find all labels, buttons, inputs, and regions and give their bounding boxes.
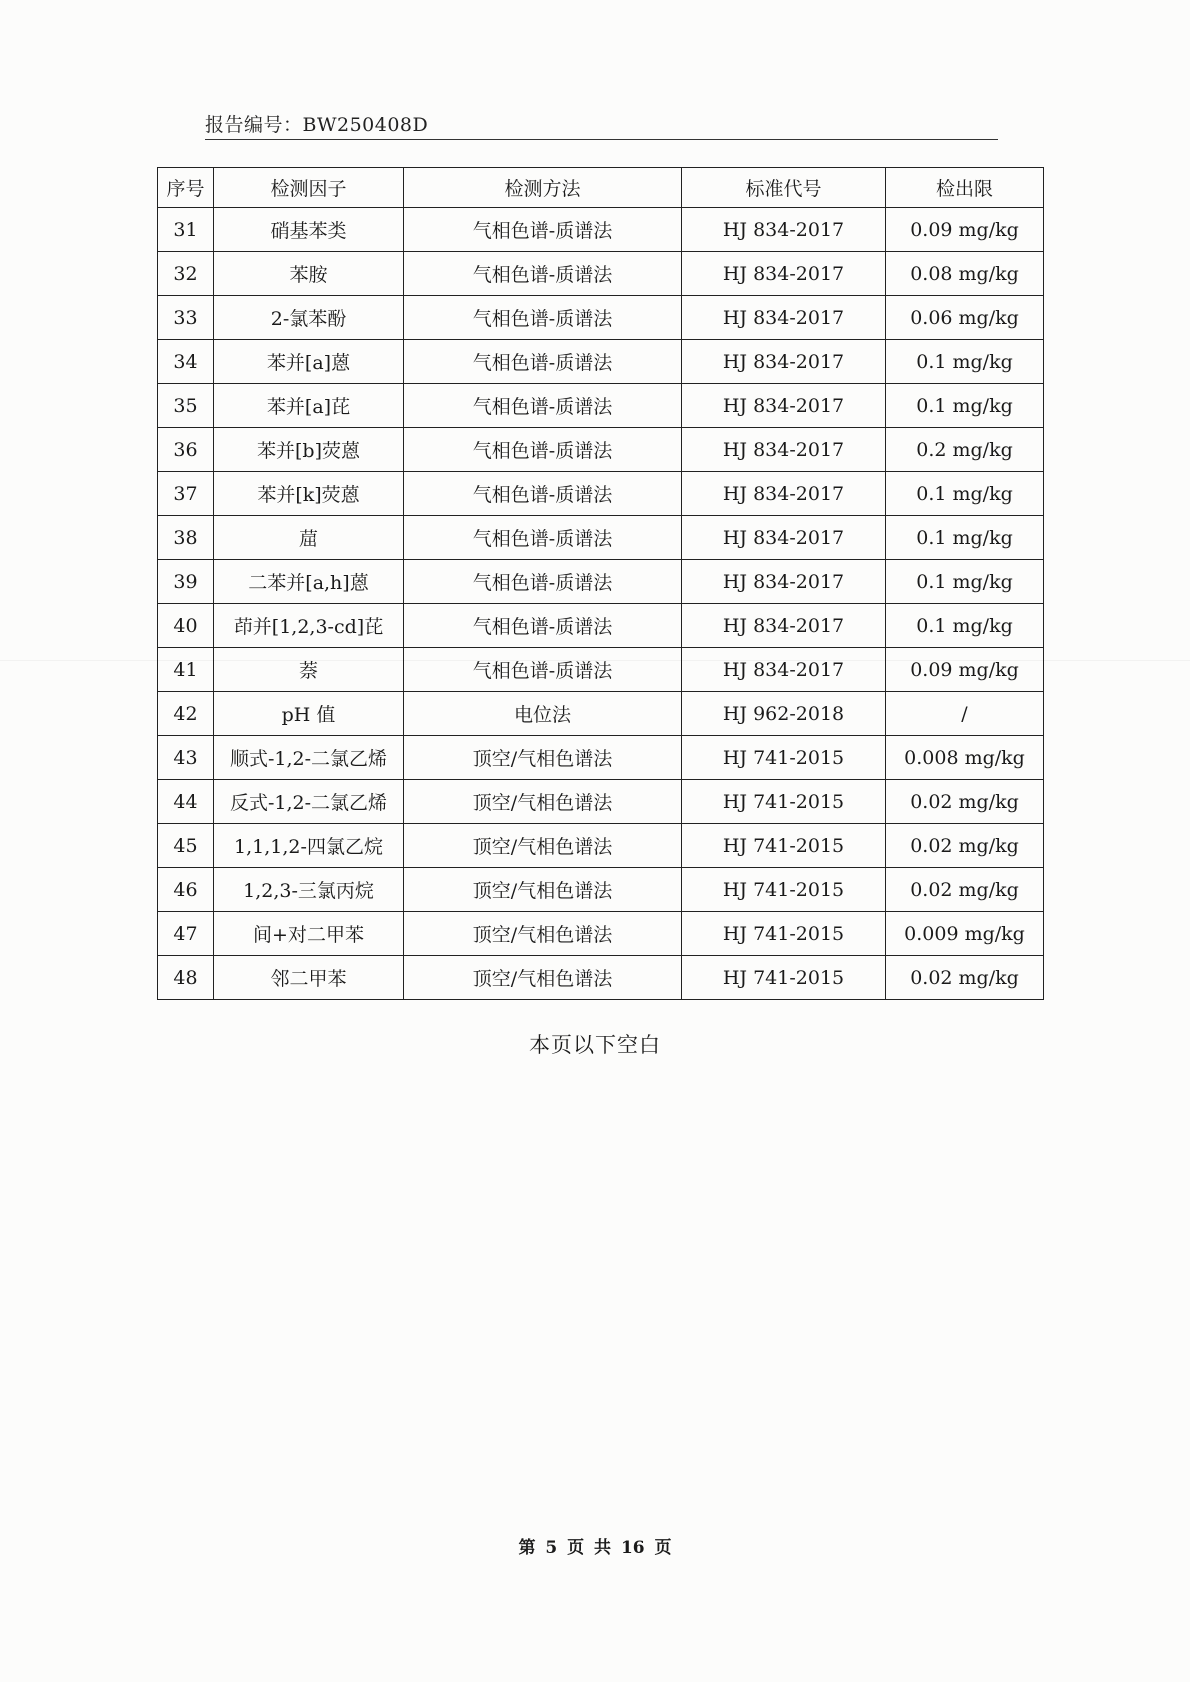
table-row: [158, 296, 1044, 340]
table-row: [158, 428, 1044, 472]
cell-standard: HJ 834-2017: [682, 208, 886, 252]
cell-number: 41: [158, 648, 214, 692]
cell-limit: 0.2 mg/kg: [886, 428, 1044, 472]
cell-standard: HJ 834-2017: [682, 428, 886, 472]
cell-number: 33: [158, 296, 214, 340]
cell-limit: 0.008 mg/kg: [886, 736, 1044, 780]
cell-standard: HJ 741-2015: [682, 912, 886, 956]
cell-method: 气相色谱-质谱法: [404, 208, 682, 252]
cell-limit: 0.09 mg/kg: [886, 648, 1044, 692]
cell-limit: 0.1 mg/kg: [886, 604, 1044, 648]
cell-standard: HJ 834-2017: [682, 296, 886, 340]
table-row: [158, 956, 1044, 1000]
cell-method: 顶空/气相色谱法: [404, 824, 682, 868]
cell-number: 43: [158, 736, 214, 780]
cell-factor: 间+对二甲苯: [214, 912, 404, 956]
cell-factor: 苯并[a]芘: [214, 384, 404, 428]
detection-methods-table: [157, 167, 1044, 1000]
cell-number: 44: [158, 780, 214, 824]
cell-factor: 邻二甲苯: [214, 956, 404, 1000]
table-row: [158, 208, 1044, 252]
blank-below-note: 本页以下空白: [529, 1033, 661, 1057]
cell-number: 40: [158, 604, 214, 648]
cell-method: 气相色谱-质谱法: [404, 296, 682, 340]
cell-number: 35: [158, 384, 214, 428]
cell-number: 45: [158, 824, 214, 868]
cell-number: 39: [158, 560, 214, 604]
cell-standard: HJ 962-2018: [682, 692, 886, 736]
cell-method: 气相色谱-质谱法: [404, 340, 682, 384]
cell-limit: 0.009 mg/kg: [886, 912, 1044, 956]
cell-standard: HJ 834-2017: [682, 472, 886, 516]
column-header-limit: 检出限: [886, 168, 1044, 208]
cell-standard: HJ 834-2017: [682, 604, 886, 648]
report-number: 报告编号：BW250408D: [205, 114, 429, 136]
cell-method: 气相色谱-质谱法: [404, 384, 682, 428]
cell-factor: 硝基苯类: [214, 208, 404, 252]
cell-standard: HJ 834-2017: [682, 560, 886, 604]
cell-number: 38: [158, 516, 214, 560]
cell-limit: 0.1 mg/kg: [886, 340, 1044, 384]
column-header-factor: 检测因子: [214, 168, 404, 208]
cell-method: 气相色谱-质谱法: [404, 604, 682, 648]
cell-limit: 0.1 mg/kg: [886, 560, 1044, 604]
cell-limit: 0.02 mg/kg: [886, 780, 1044, 824]
column-header-number: 序号: [158, 168, 214, 208]
cell-standard: HJ 834-2017: [682, 516, 886, 560]
cell-factor: 苯并[b]荧蒽: [214, 428, 404, 472]
cell-factor: 茚并[1,2,3-cd]芘: [214, 604, 404, 648]
table-row: [158, 780, 1044, 824]
table-row: [158, 472, 1044, 516]
cell-limit: 0.02 mg/kg: [886, 868, 1044, 912]
cell-method: 顶空/气相色谱法: [404, 956, 682, 1000]
cell-standard: HJ 834-2017: [682, 384, 886, 428]
cell-standard: HJ 834-2017: [682, 340, 886, 384]
cell-number: 36: [158, 428, 214, 472]
cell-limit: 0.06 mg/kg: [886, 296, 1044, 340]
cell-factor: 2-氯苯酚: [214, 296, 404, 340]
cell-method: 气相色谱-质谱法: [404, 648, 682, 692]
cell-method: 气相色谱-质谱法: [404, 472, 682, 516]
cell-factor: 苯并[k]荧蒽: [214, 472, 404, 516]
cell-method: 气相色谱-质谱法: [404, 252, 682, 296]
column-header-method: 检测方法: [404, 168, 682, 208]
table-row: [158, 560, 1044, 604]
cell-factor: 1,1,1,2-四氯乙烷: [214, 824, 404, 868]
table-header-row: [158, 168, 1044, 208]
cell-number: 42: [158, 692, 214, 736]
cell-standard: HJ 741-2015: [682, 780, 886, 824]
cell-factor: 䓛: [214, 516, 404, 560]
cell-method: 气相色谱-质谱法: [404, 516, 682, 560]
cell-factor: 二苯并[a,h]蒽: [214, 560, 404, 604]
table-row: [158, 868, 1044, 912]
cell-method: 顶空/气相色谱法: [404, 736, 682, 780]
table-row: [158, 912, 1044, 956]
cell-limit: 0.02 mg/kg: [886, 956, 1044, 1000]
cell-standard: HJ 834-2017: [682, 252, 886, 296]
cell-limit: 0.08 mg/kg: [886, 252, 1044, 296]
cell-standard: HJ 741-2015: [682, 956, 886, 1000]
header-divider: [205, 139, 998, 140]
cell-number: 46: [158, 868, 214, 912]
cell-factor: 萘: [214, 648, 404, 692]
page-number: 第 5 页 共 16 页: [518, 1538, 672, 1558]
cell-factor: 1,2,3-三氯丙烷: [214, 868, 404, 912]
cell-number: 32: [158, 252, 214, 296]
cell-factor: 苯胺: [214, 252, 404, 296]
cell-limit: 0.02 mg/kg: [886, 824, 1044, 868]
table-row: [158, 692, 1044, 736]
cell-factor: pH 值: [214, 692, 404, 736]
cell-factor: 反式-1,2-二氯乙烯: [214, 780, 404, 824]
table-row: [158, 384, 1044, 428]
cell-standard: HJ 834-2017: [682, 648, 886, 692]
cell-method: 气相色谱-质谱法: [404, 428, 682, 472]
cell-factor: 顺式-1,2-二氯乙烯: [214, 736, 404, 780]
cell-limit: 0.1 mg/kg: [886, 516, 1044, 560]
table-row: [158, 604, 1044, 648]
cell-method: 气相色谱-质谱法: [404, 560, 682, 604]
cell-number: 31: [158, 208, 214, 252]
cell-number: 47: [158, 912, 214, 956]
cell-limit: 0.1 mg/kg: [886, 472, 1044, 516]
table-row: [158, 736, 1044, 780]
table-body: [158, 208, 1044, 1000]
table-row: [158, 252, 1044, 296]
table-row: [158, 516, 1044, 560]
cell-limit: 0.1 mg/kg: [886, 384, 1044, 428]
table-row: [158, 824, 1044, 868]
cell-number: 34: [158, 340, 214, 384]
cell-method: 顶空/气相色谱法: [404, 780, 682, 824]
cell-limit: 0.09 mg/kg: [886, 208, 1044, 252]
cell-factor: 苯并[a]蒽: [214, 340, 404, 384]
table-row: [158, 340, 1044, 384]
cell-limit: /: [886, 692, 1044, 736]
cell-standard: HJ 741-2015: [682, 736, 886, 780]
cell-standard: HJ 741-2015: [682, 824, 886, 868]
cell-standard: HJ 741-2015: [682, 868, 886, 912]
cell-method: 电位法: [404, 692, 682, 736]
cell-method: 顶空/气相色谱法: [404, 912, 682, 956]
cell-number: 48: [158, 956, 214, 1000]
column-header-standard: 标准代号: [682, 168, 886, 208]
cell-number: 37: [158, 472, 214, 516]
table-row: [158, 648, 1044, 692]
cell-method: 顶空/气相色谱法: [404, 868, 682, 912]
